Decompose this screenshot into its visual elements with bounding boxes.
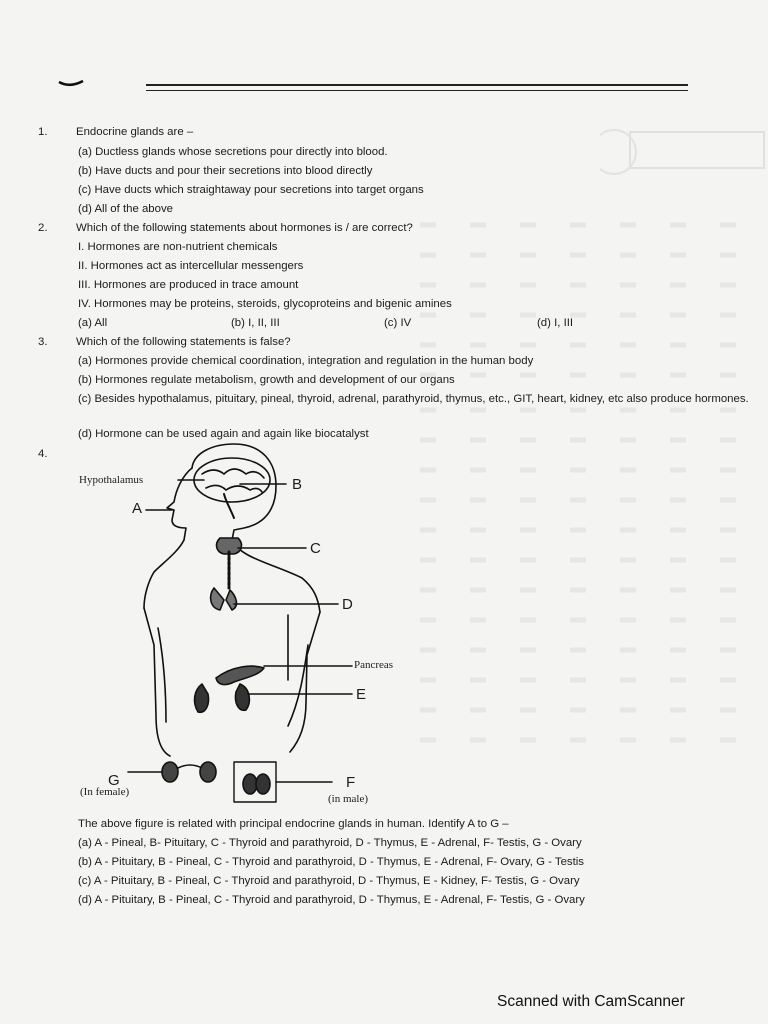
q3-option-c: (c) Besides hypothalamus, pituitary, pineal, thyroid, adrenal, parathyroid, thymus, etc., GIT, heart, kidney, etc also produce hormones.: [78, 393, 749, 405]
q4-option-a: (a) A - Pineal, B- Pituitary, C - Thyroid and parathyroid, D - Thymus, E - Adrenal, F- Testis, G - Ovary: [78, 837, 582, 849]
label-in-male: (in male): [328, 793, 369, 805]
q1-number: 1.: [38, 126, 48, 138]
label-g: G: [108, 772, 120, 789]
q4-option-d: (d) A - Pituitary, B - Pineal, C - Thyroid and parathyroid, D - Thymus, E - Adrenal, F- Testis, G - Ovary: [78, 894, 585, 906]
q4-number: 4.: [38, 448, 48, 460]
q2-stem: Which of the following statements about hormones is / are correct?: [76, 222, 413, 234]
label-pancreas: Pancreas: [354, 659, 394, 671]
q4-stem: The above figure is related with principal endocrine glands in human. Identify A to G –: [78, 818, 509, 830]
q2-option-b: (b) I, II, III: [231, 317, 280, 329]
label-f: F: [346, 774, 356, 791]
q2-statement-4: IV. Hormones may be proteins, steroids, glycoproteins and bigenic amines: [78, 298, 452, 310]
q4-option-b: (b) A - Pituitary, B - Pineal, C - Thyroid and parathyroid, D - Thymus, E - Adrenal, F- Ovary, G - Testis: [78, 856, 584, 868]
bleed-through-box: [600, 128, 768, 178]
label-b: B: [292, 476, 303, 493]
body-outline: [74, 440, 424, 812]
camscanner-watermark: Scanned with CamScanner: [497, 993, 685, 1010]
q2-statement-2: II. Hormones act as intercellular messengers: [78, 260, 304, 272]
q3-option-b: (b) Hormones regulate metabolism, growth and development of our organs: [78, 374, 455, 386]
label-in-female: (In female): [80, 786, 130, 798]
bleed-through-table: [420, 215, 765, 760]
endocrine-glands-diagram: [74, 440, 424, 812]
q1-option-d: (d) All of the above: [78, 203, 173, 215]
q1-option-c: (c) Have ducts which straightaway pour secretions into target organs: [78, 184, 424, 196]
q2-option-a: (a) All: [78, 317, 108, 329]
label-c: C: [310, 540, 321, 557]
q1-option-b: (b) Have ducts and pour their secretions into blood directly: [78, 165, 373, 177]
corner-mark: [58, 78, 84, 88]
label-d: D: [342, 596, 353, 613]
q2-number: 2.: [38, 222, 48, 234]
q1-stem: Endocrine glands are –: [76, 126, 194, 138]
q3-option-d: (d) Hormone can be used again and again like biocatalyst: [78, 428, 369, 440]
q3-option-a: (a) Hormones provide chemical coordination, integration and regulation in the human body: [78, 355, 534, 367]
header-rule: [146, 84, 688, 91]
label-e: E: [356, 686, 367, 703]
q3-stem: Which of the following statements is false?: [76, 336, 291, 348]
q2-statement-1: I. Hormones are non-nutrient chemicals: [78, 241, 278, 253]
label-hypothalamus: Hypothalamus: [79, 474, 144, 486]
q2-option-d: (d) I, III: [537, 317, 574, 329]
q4-option-c: (c) A - Pituitary, B - Pineal, C - Thyroid and parathyroid, D - Thymus, E - Kidney, F- Testis, G - Ovary: [78, 875, 580, 887]
q3-number: 3.: [38, 336, 48, 348]
q2-option-c: (c) IV: [384, 317, 412, 329]
label-a: A: [132, 500, 143, 517]
q1-option-a: (a) Ductless glands whose secretions pour directly into blood.: [78, 146, 388, 158]
q2-statement-3: III. Hormones are produced in trace amount: [78, 279, 299, 291]
